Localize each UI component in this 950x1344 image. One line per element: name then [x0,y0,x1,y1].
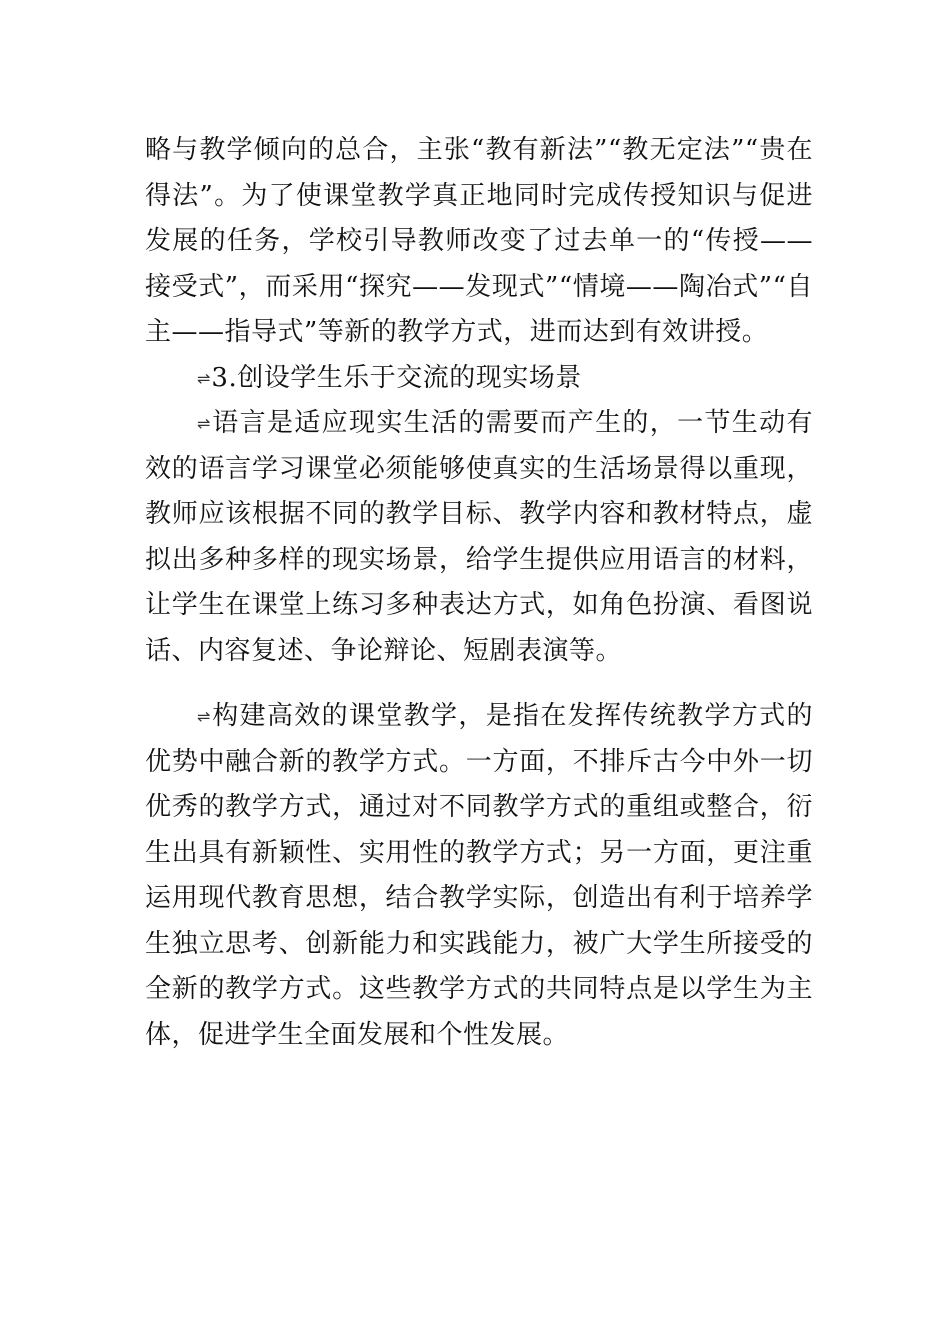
paragraph-marker-icon: ⇌ [197,368,211,388]
paragraph-marker-icon: ⇌ [197,707,211,726]
section-heading-3 [145,356,813,402]
paragraph-efficient-teaching [145,694,813,1058]
document-body [145,128,813,1058]
paragraph-text: 构建高效的课堂教学，是指在发挥传统教学方式的优势中融合新的教学方式。一方面，不排斥古今中外一切优秀的教学方式，通过对不同教学方式的重组或整合，衍生出具有新颖性、实用性的教学方式；另一方面，更注重运用现代教育思想，结合教学实际，创造出有利于培养学生独立思考、创新能力和实践能力，被广大学生所接受的全新的教学方式。这些教学方式的共同特点是以学生为主体，促进学生全面发展和个性发展。 [145,701,813,1050]
paragraph-teaching-methods [145,128,813,356]
paragraph-text: 语言是适应现实生活的需要而产生的，一节生动有效的语言学习课堂必须能够使真实的生活场景得以重现，教师应该根据不同的教学目标、教学内容和教材特点，虚拟出多种多样的现实场景，给学生提供应用语言的材料，让学生在课堂上练习多种表达方式，如角色扮演、看图说话、内容复述、争论辩论、短剧表演等。 [145,408,813,666]
section-heading-text: 3.创设学生乐于交流的现实场景 [211,362,582,393]
paragraph-real-scenes [145,401,813,674]
paragraph-marker-icon: ⇌ [197,414,211,433]
paragraph-text: 略与教学倾向的总合，主张“教有新法”“教无定法”“贵在得法”。为了使课堂教学真正地同时完成传授知识与促进发展的任务，学校引导教师改变了过去单一的“传授——接受式”，而采用“探究——发现式”“情境——陶冶式”“自主——指导式”等新的教学方式，进而达到有效讲授。 [145,135,813,347]
